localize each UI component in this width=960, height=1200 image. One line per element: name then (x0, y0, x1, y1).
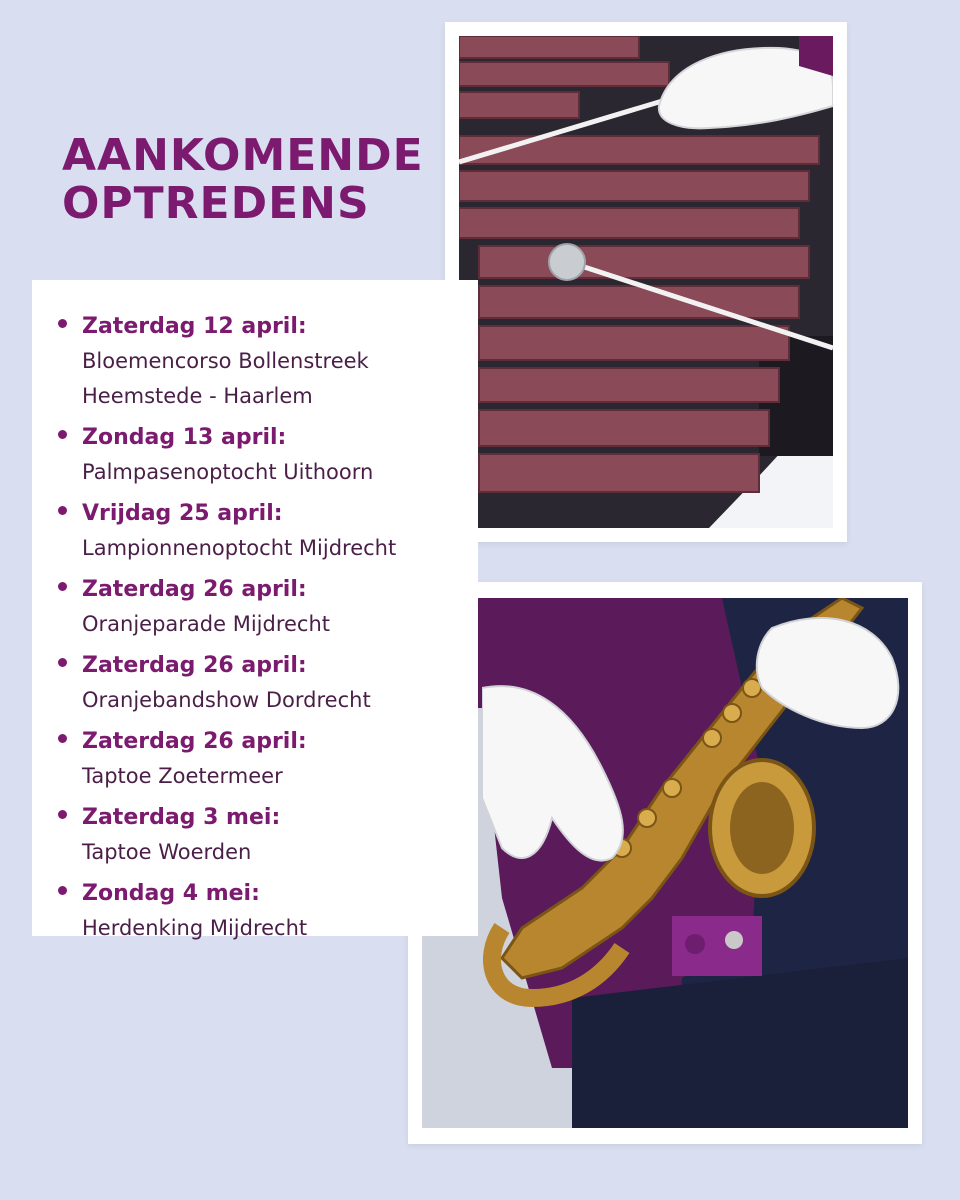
event-item (82, 725, 478, 794)
event-date: Zaterdag 12 april: (82, 314, 307, 339)
event-description: Taptoe Zoetermeer (82, 764, 283, 788)
event-date: Zondag 13 april: (82, 425, 287, 450)
events-card (32, 280, 478, 940)
event-item (82, 497, 478, 566)
bullet-icon (58, 734, 67, 743)
bullet-icon (58, 430, 67, 439)
event-date: Zaterdag 26 april: (82, 653, 307, 678)
saxophone-photo-frame (408, 582, 922, 1144)
event-date: Zaterdag 3 mei: (82, 805, 281, 830)
bullet-icon (58, 810, 67, 819)
bullet-icon (58, 506, 67, 515)
event-item (82, 421, 478, 490)
bullet-icon (58, 886, 67, 895)
event-description: Taptoe Woerden (82, 840, 252, 864)
event-description: Oranjeparade Mijdrecht (82, 612, 331, 636)
bullet-icon (58, 658, 67, 667)
xylophone-photo-frame (445, 22, 847, 542)
event-description: Oranjebandshow Dordrecht (82, 688, 371, 712)
event-date: Zaterdag 26 april: (82, 577, 307, 602)
title-line-1: AANKOMENDE (62, 130, 424, 181)
events-list (32, 280, 478, 946)
event-item (82, 573, 478, 642)
event-item (82, 310, 478, 414)
title-line-2: OPTREDENS (62, 178, 370, 229)
saxophone-photo (422, 598, 908, 1128)
event-description: Lampionnenoptocht Mijdrecht (82, 536, 397, 560)
bullet-icon (58, 582, 67, 591)
event-description: Palmpasenoptocht Uithoorn (82, 460, 374, 484)
event-date: Zondag 4 mei: (82, 881, 260, 906)
event-description: Bloemencorso Bollenstreek Heemstede - Haarlem (82, 349, 369, 408)
page-title (62, 132, 424, 228)
event-description: Herdenking Mijdrecht (82, 916, 308, 940)
event-item (82, 649, 478, 718)
event-date: Zaterdag 26 april: (82, 729, 307, 754)
event-item (82, 877, 478, 946)
event-item (82, 801, 478, 870)
bullet-icon (58, 319, 67, 328)
xylophone-photo (459, 36, 833, 528)
event-date: Vrijdag 25 april: (82, 501, 283, 526)
